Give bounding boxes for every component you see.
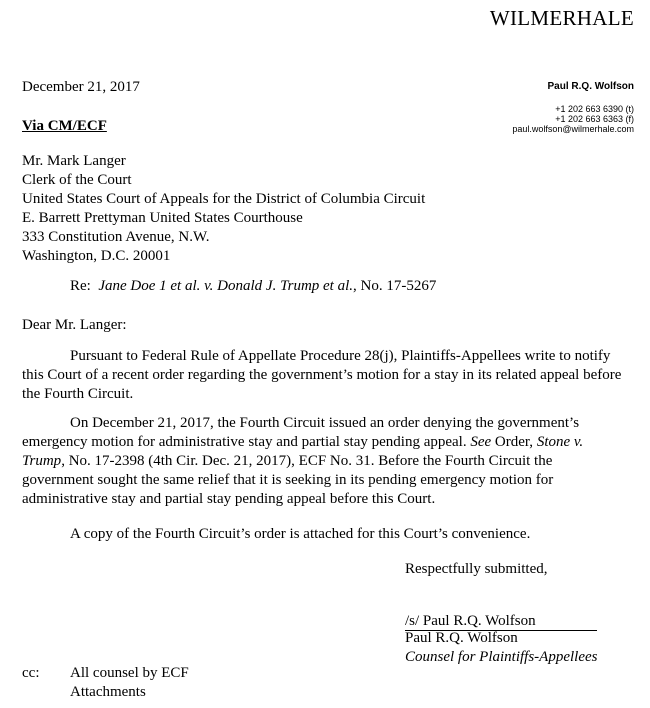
signer-name: Paul R.Q. Wolfson [405, 630, 518, 646]
p2-case-name: Stone v. Trump [22, 434, 584, 469]
recipient-city: Washington, D.C. 20001 [22, 248, 171, 264]
letter-date: December 21, 2017 [22, 79, 140, 95]
body-paragraph-2 [22, 414, 622, 509]
salutation: Dear Mr. Langer: [22, 317, 127, 333]
recipient-name: Mr. Mark Langer [22, 153, 126, 169]
re-case-name: Jane Doe 1 et al. v. Donald J. Trump et al. [98, 278, 354, 294]
sender-email: paul.wolfson@wilmerhale.com [512, 124, 634, 134]
delivery-method: Via CM/ECF [22, 118, 107, 134]
body-paragraph-3: A copy of the Fourth Circuit’s order is attached for this Court’s convenience. [70, 526, 531, 542]
recipient-street: 333 Constitution Avenue, N.W. [22, 229, 210, 245]
recipient-court: United States Court of Appeals for the District of Columbia Circuit [22, 191, 426, 207]
closing: Respectfully submitted, [405, 561, 548, 577]
cc-item-attachments: Attachments [70, 684, 146, 700]
recipient-building: E. Barrett Prettyman United States Courthouse [22, 210, 303, 226]
sender-fax: +1 202 663 6363 (f) [555, 114, 634, 124]
re-case-number: , No. 17-5267 [353, 278, 437, 294]
recipient-address [22, 152, 425, 266]
sender-contact-block [512, 104, 634, 134]
signature-text: /s/ Paul R.Q. Wolfson [405, 613, 536, 629]
wilmerhale-logo: WILMERHALE [489, 6, 634, 30]
p2-text-c: , No. 17-2398 (4th Cir. Dec. 21, 2017), ECF No. 31. Before the Fourth Circuit the government sought the same relief that it is seeking in its pending emergency motion for administrative stay and partial stay pending appeal before this Court. [22, 453, 554, 507]
p2-text-a: On December 21, 2017, the Fourth Circuit issued an order denying the government’s emergency motion for administrative stay and partial stay pending appeal. [22, 415, 580, 450]
sender-name: Paul R.Q. Wolfson [547, 81, 634, 92]
sender-phone: +1 202 663 6390 (t) [555, 104, 634, 114]
p2-text-b: Order, [491, 434, 537, 450]
cc-item-counsel: All counsel by ECF [70, 665, 189, 681]
p2-see-signal: See [470, 434, 492, 450]
re-label: Re: [70, 278, 91, 294]
body-paragraph-1: Pursuant to Federal Rule of Appellate Procedure 28(j), Plaintiffs-Appellees write to notify this Court of a recent order regarding the government’s motion for a stay in its related appeal before the Fourth Circuit. [22, 348, 622, 402]
recipient-title: Clerk of the Court [22, 172, 132, 188]
cc-label: cc: [22, 665, 40, 681]
re-line [70, 277, 436, 296]
signer-role: Counsel for Plaintiffs-Appellees [405, 649, 598, 665]
